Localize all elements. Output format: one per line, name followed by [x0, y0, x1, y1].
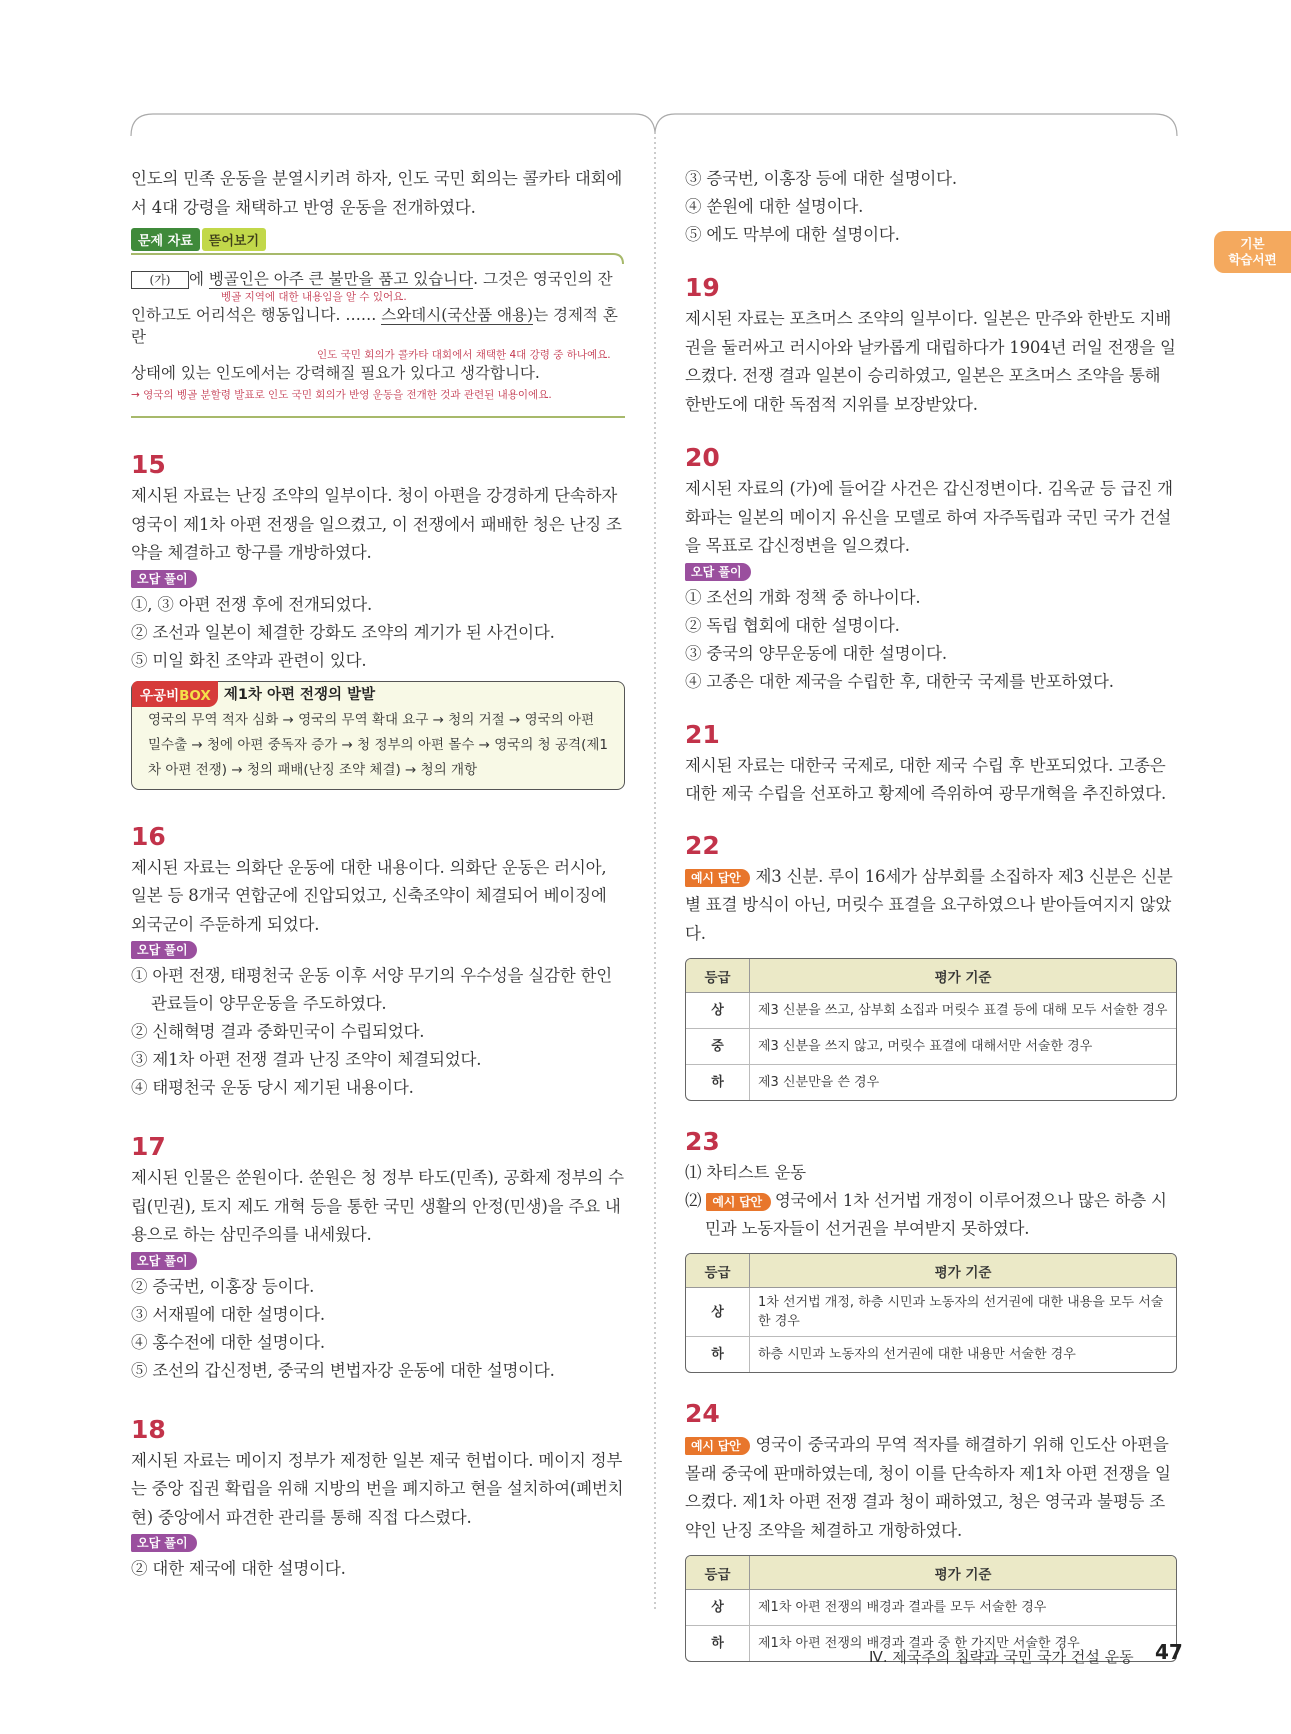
criteria-cell: 제1차 아편 전쟁의 배경과 결과 중 한 가지만 서술한 경우	[750, 1626, 1177, 1662]
qbox-conclusion: → 영국의 벵골 분할령 발표로 인도 국민 회의가 반영 운동을 전개한 것과 관련된 내용이에요.	[131, 389, 552, 401]
list-item: ② 조선과 일본이 체결한 강화도 조약의 계기가 된 사건이다.	[131, 622, 555, 642]
side-tab-line1: 기본	[1240, 236, 1265, 251]
wrong-answer-tag: 오답 풀이	[131, 570, 197, 588]
badge-text-a: 우공비	[140, 687, 180, 704]
criteria-cell: 제1차 아편 전쟁의 배경과 결과를 모두 서술한 경우	[750, 1590, 1177, 1626]
qbox-line2-a: 인하고도 어리석은 행동입니다. ……	[131, 306, 382, 324]
table-header: 등급	[686, 959, 750, 993]
grade-cell: 하	[686, 1337, 750, 1373]
answer-body	[685, 863, 1177, 949]
table-row	[686, 1065, 1176, 1101]
criteria-table	[685, 958, 1177, 1101]
qbox-line2-b: 는 경제적 혼란	[131, 306, 618, 346]
list-item: ② 증국번, 이홍장 등이다.	[131, 1276, 315, 1296]
question-20	[685, 443, 1177, 696]
list-item: ② 독립 협회에 대한 설명이다.	[685, 615, 900, 635]
qbox-line1-underline: 벵골인은 아주 큰 불만을 품고 있습니다	[208, 270, 474, 288]
side-tab-line2: 학습서편	[1228, 252, 1277, 267]
left-column	[131, 165, 625, 1583]
answer-text: 영국이 중국과의 무역 적자를 해결하기 위해 인도산 아편을 몰래 중국에 판매하였는데, 청이 이를 단속하자 제1차 아편 전쟁을 일으켰다. 제1차 아편 전쟁 결과 청이 패하였고, 청은 영국과 불평등 조약인 난징 조약을 체결하고 개항하였다.	[685, 1435, 1171, 1540]
list-item: ③ 제1차 아편 전쟁 결과 난징 조약이 체결되었다.	[131, 1050, 482, 1069]
answer-body: 제시된 자료의 (가)에 들어갈 사건은 갑신정변이다. 김옥균 등 급진 개화파는 일본의 메이지 유신을 모델로 하여 자주독립과 국민 국가 건설을 목표로 갑신정변을 일으켰다.	[685, 479, 1173, 555]
qbox-line1	[131, 268, 625, 290]
model-answer-tag: 예시 답안	[706, 1193, 771, 1211]
question-15	[131, 450, 625, 790]
table-row	[686, 1288, 1176, 1337]
criteria-cell: 제3 신분을 쓰고, 삼부회 소집과 머릿수 표결 등에 대해 모두 서술한 경우	[750, 993, 1177, 1029]
question-number: 15	[131, 450, 166, 479]
section-side-tab[interactable]	[1214, 231, 1291, 273]
question-number: 20	[685, 443, 720, 472]
answer-body	[685, 1431, 1177, 1545]
grade-cell: 상	[686, 1590, 750, 1626]
question-material-box	[131, 228, 625, 418]
list-item: ⑴ 차티스트 운동	[685, 1163, 806, 1182]
qbox-note2: 인도 국민 회의가 콜카타 대회에서 채택한 4대 강령 중 하나예요.	[317, 349, 611, 361]
question-number: 21	[685, 719, 720, 749]
question-number: 17	[131, 1132, 166, 1161]
list-item	[685, 1187, 1177, 1243]
question-23	[685, 1127, 1177, 1373]
grade-cell: 하	[686, 1065, 750, 1101]
table-header: 평가 기준	[750, 1556, 1177, 1590]
answer-body: 제시된 자료는 포츠머스 조약의 일부이다. 일본은 만주와 한반도 지배권을 둘러싸고 러시아와 날카롭게 대립하다가 1904년 러일 전쟁을 일으켰다. 전쟁 결과 일본이 승리하였고, 일본은 포츠머스 조약을 통해 한반도에 대한 독점적 지위를 보장받았다.	[685, 309, 1176, 414]
badge-text-b: BOX	[179, 687, 211, 704]
question-18	[131, 1415, 625, 1584]
list-item: ③ 중국의 양무운동에 대한 설명이다.	[685, 643, 947, 663]
table-header: 평가 기준	[750, 959, 1177, 993]
question-number: 16	[131, 821, 166, 851]
chapter-footer: Ⅳ. 제국주의 침략과 국민 국가 건설 운동	[869, 1648, 1134, 1666]
question-16	[131, 822, 625, 1103]
right-column	[685, 165, 1177, 1662]
qbox-line2	[131, 304, 625, 348]
list-item: ⑤ 에도 막부에 대한 설명이다.	[685, 225, 900, 244]
study-box-title: 제1차 아편 전쟁의 발발	[223, 687, 376, 703]
wrong-answer-tag: 오답 풀이	[131, 1534, 197, 1552]
list-item: ② 신해혁명 결과 중화민국이 수립되었다.	[131, 1022, 425, 1041]
criteria-cell: 1차 선거법 개정, 하층 시민과 노동자의 선거권에 대한 내용을 모두 서술한 경우	[750, 1288, 1177, 1337]
qbox-line1-a: 에	[189, 270, 209, 288]
qbox-title-b: 뜯어보기	[202, 228, 266, 251]
blank-box: (가)	[131, 271, 189, 289]
table-header: 등급	[686, 1254, 750, 1288]
grade-cell: 하	[686, 1626, 750, 1662]
criteria-cell: 제3 신분을 쓰지 않고, 머릿수 표결에 대해서만 서술한 경우	[750, 1029, 1177, 1065]
list-item: ①, ③ 아편 전쟁 후에 전개되었다.	[131, 594, 373, 614]
qbox-note1: 벵골 지역에 대한 내용임을 알 수 있어요.	[221, 291, 407, 303]
question-17	[131, 1132, 625, 1385]
page-number: 47	[1155, 1640, 1183, 1664]
list-item: ④ 홍수전에 대한 설명이다.	[131, 1332, 325, 1352]
table-header: 평가 기준	[750, 1254, 1177, 1288]
model-answer-tag: 예시 답안	[685, 1437, 750, 1455]
grade-cell: 중	[686, 1029, 750, 1065]
question-number: 18	[131, 1414, 166, 1444]
wrong-answer-tag: 오답 풀이	[131, 941, 197, 959]
list-item: ⑤ 조선의 갑신정변, 중국의 변법자강 운동에 대한 설명이다.	[131, 1360, 555, 1380]
criteria-table	[685, 1253, 1177, 1373]
answer-text: 제3 신분. 루이 16세가 삼부회를 소집하자 제3 신분은 신분별 표결 방식이 아닌, 머릿수 표결을 요구하였으나 받아들여지지 않았다.	[685, 866, 1173, 943]
list-item: ④ 쑨원에 대한 설명이다.	[685, 197, 864, 216]
list-item: ③ 증국번, 이홍장 등에 대한 설명이다.	[685, 169, 957, 188]
list-item: ② 대한 제국에 대한 설명이다.	[131, 1559, 346, 1578]
wrong-answer-tag: 오답 풀이	[685, 563, 751, 581]
answer-body: 제시된 자료는 대한국 국제로, 대한 제국 수립 후 반포되었다. 고종은 대한 제국 수립을 선포하고 황제에 즉위하여 광무개혁을 추진하였다.	[685, 755, 1167, 803]
answer-text: 영국에서 1차 선거법 개정이 이루어졌으나 많은 하층 시민과 노동자들이 선거권을 부여받지 못하였다.	[705, 1191, 1167, 1238]
item-prefix: ⑵	[685, 1191, 702, 1210]
table-header: 등급	[686, 1556, 750, 1590]
answer-body: 제시된 인물은 쑨원이다. 쑨원은 청 정부 타도(민족), 공화제 정부의 수립(민권), 토지 제도 개혁 등을 통한 국민 생활의 안정(민생)을 주요 내용으로 하는 삼민주의를 내세웠다.	[131, 1168, 624, 1244]
qbox-line1-b: . 그것은 영국인의 잔	[473, 270, 613, 288]
answer-body: 제시된 자료는 난징 조약의 일부이다. 청이 아편을 강경하게 단속하자 영국이 제1차 아편 전쟁을 일으켰고, 이 전쟁에서 패배한 청은 난징 조약을 체결하고 항구를 개방하였다.	[131, 486, 622, 562]
answer-body: 제시된 자료는 메이지 정부가 제정한 일본 제국 헌법이다. 메이지 정부는 중앙 집권 확립을 위해 지방의 번을 폐지하고 현을 설치하여(폐번치현) 중앙에서 파견한 관리를 통해 직접 다스렸다.	[131, 1450, 624, 1527]
list-item: ① 아편 전쟁, 태평천국 운동 이후 서양 무기의 우수성을 실감한 한인 관료들이 양무운동을 주도하였다.	[131, 966, 613, 1013]
grade-cell: 상	[686, 1288, 750, 1337]
table-row	[686, 1029, 1176, 1065]
question-21	[685, 720, 1177, 809]
criteria-cell: 하층 시민과 노동자의 선거권에 대한 내용만 서술한 경우	[750, 1337, 1177, 1373]
list-item: ⑤ 미일 화친 조약과 관련이 있다.	[131, 650, 367, 670]
question-number: 22	[685, 830, 720, 860]
question-22	[685, 831, 1177, 1102]
question-number: 23	[685, 1127, 720, 1156]
wrong-answer-tag: 오답 풀이	[131, 1252, 197, 1270]
qbox-top-line	[131, 252, 625, 264]
question-19	[685, 273, 1177, 419]
question-number: 19	[685, 273, 720, 302]
model-answer-tag: 예시 답안	[685, 869, 750, 887]
table-row	[686, 1337, 1176, 1373]
list-item: ① 조선의 개화 정책 중 하나이다.	[685, 587, 921, 607]
qbox-line3: 상태에 있는 인도에서는 강력해질 필요가 있다고 생각합니다.	[131, 364, 540, 382]
study-box-body: 영국의 무역 적자 심화 → 영국의 무역 확대 요구 → 청의 거절 → 영국의 아편 밀수출 → 청에 아편 중독자 증가 → 청 정부의 아편 몰수 → 영국의 청 공격(제1차 아편 전쟁) → 청의 패배(난징 조약 체결) → 청의 개항	[148, 711, 608, 778]
question-24	[685, 1399, 1177, 1662]
list-item: ④ 고종은 대한 제국을 수립한 후, 대한국 국제를 반포하였다.	[685, 671, 1114, 691]
study-box-badge	[132, 681, 218, 707]
table-row	[686, 993, 1176, 1029]
intro-text: 인도의 민족 운동을 분열시키려 하자, 인도 국민 회의는 콜카타 대회에서 4대 강령을 채택하고 반영 운동을 전개하였다.	[131, 169, 623, 217]
study-box	[131, 681, 625, 790]
qbox-title-a: 문제 자료	[131, 228, 200, 251]
table-row	[686, 1590, 1176, 1626]
criteria-cell: 제3 신분만을 쓴 경우	[750, 1065, 1177, 1101]
qbox-line2-underline: 스와데시(국산품 애용)	[381, 306, 534, 324]
grade-cell: 상	[686, 993, 750, 1029]
answer-body: 제시된 자료는 의화단 운동에 대한 내용이다. 의화단 운동은 러시아, 일본 등 8개국 연합군에 진압되었고, 신축조약이 체결되어 베이징에 외국군이 주둔하게 되었다.	[131, 857, 607, 934]
question-number: 24	[685, 1399, 720, 1428]
list-item: ③ 서재필에 대한 설명이다.	[131, 1304, 325, 1324]
list-item: ④ 태평천국 운동 당시 제기된 내용이다.	[131, 1078, 414, 1097]
